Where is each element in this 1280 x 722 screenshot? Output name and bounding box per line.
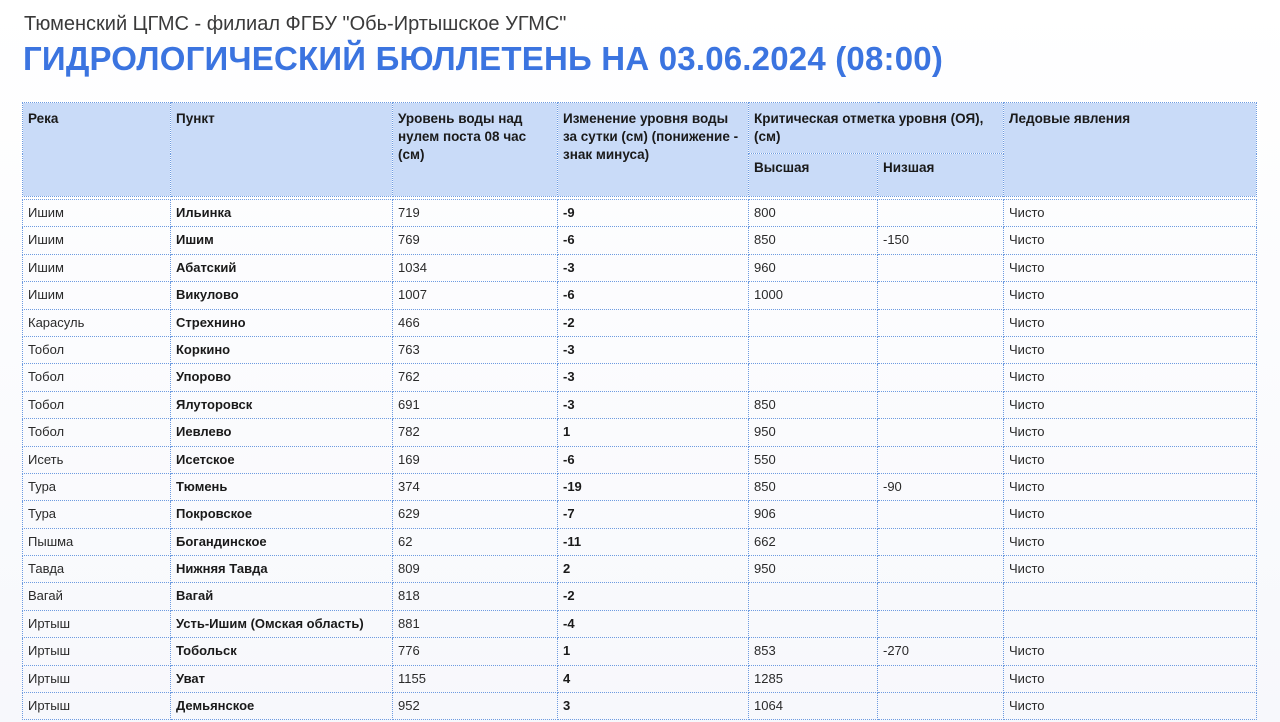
critical-high-cell <box>749 583 878 610</box>
level-cell: 769 <box>393 227 558 254</box>
ice-cell: Чисто <box>1004 309 1257 336</box>
station-cell: Ильинка <box>171 200 393 227</box>
critical-high-cell: 1000 <box>749 282 878 309</box>
river-cell: Ишим <box>23 254 171 281</box>
hydrology-table <box>22 102 1257 720</box>
critical-low-cell <box>878 610 1004 637</box>
river-cell: Ишим <box>23 227 171 254</box>
level-cell: 762 <box>393 364 558 391</box>
change-cell: -2 <box>558 309 749 336</box>
critical-low-cell <box>878 665 1004 692</box>
ice-cell: Чисто <box>1004 446 1257 473</box>
level-cell: 763 <box>393 336 558 363</box>
ice-cell: Чисто <box>1004 336 1257 363</box>
critical-low-cell <box>878 583 1004 610</box>
change-cell: 3 <box>558 693 749 720</box>
change-cell: -3 <box>558 364 749 391</box>
col-header-critical-low: Низшая <box>878 154 1004 197</box>
river-cell: Тура <box>23 501 171 528</box>
level-cell: 719 <box>393 200 558 227</box>
critical-low-cell <box>878 446 1004 473</box>
critical-low-cell <box>878 200 1004 227</box>
table-row <box>23 556 1257 583</box>
table-row <box>23 336 1257 363</box>
col-header-change: Изменение уровня воды за сутки (см) (понижение - знак минуса) <box>558 103 749 197</box>
ice-cell: Чисто <box>1004 391 1257 418</box>
change-cell: 2 <box>558 556 749 583</box>
ice-cell: Чисто <box>1004 638 1257 665</box>
change-cell: 1 <box>558 419 749 446</box>
table-row <box>23 446 1257 473</box>
critical-high-cell: 960 <box>749 254 878 281</box>
change-cell: -6 <box>558 282 749 309</box>
station-cell: Викулово <box>171 282 393 309</box>
river-cell: Тобол <box>23 336 171 363</box>
change-cell: -9 <box>558 200 749 227</box>
level-cell: 818 <box>393 583 558 610</box>
table-row <box>23 610 1257 637</box>
critical-low-cell <box>878 254 1004 281</box>
station-cell: Исетское <box>171 446 393 473</box>
river-cell: Тобол <box>23 391 171 418</box>
station-cell: Стрехнино <box>171 309 393 336</box>
table-row <box>23 364 1257 391</box>
station-cell: Абатский <box>171 254 393 281</box>
critical-low-cell <box>878 693 1004 720</box>
level-cell: 1155 <box>393 665 558 692</box>
ice-cell: Чисто <box>1004 665 1257 692</box>
critical-low-cell <box>878 309 1004 336</box>
critical-high-cell: 662 <box>749 528 878 555</box>
critical-low-cell <box>878 391 1004 418</box>
station-cell: Иевлево <box>171 419 393 446</box>
table-row <box>23 693 1257 720</box>
river-cell: Иртыш <box>23 610 171 637</box>
change-cell: -3 <box>558 336 749 363</box>
table-row <box>23 528 1257 555</box>
level-cell: 169 <box>393 446 558 473</box>
station-cell: Ишим <box>171 227 393 254</box>
critical-low-cell: -90 <box>878 473 1004 500</box>
table-row <box>23 309 1257 336</box>
change-cell: -6 <box>558 446 749 473</box>
critical-high-cell: 850 <box>749 473 878 500</box>
table-body <box>23 197 1257 720</box>
level-cell: 62 <box>393 528 558 555</box>
ice-cell: Чисто <box>1004 200 1257 227</box>
river-cell: Иртыш <box>23 665 171 692</box>
change-cell: -2 <box>558 583 749 610</box>
river-cell: Тура <box>23 473 171 500</box>
change-cell: -6 <box>558 227 749 254</box>
river-cell: Тобол <box>23 419 171 446</box>
level-cell: 1034 <box>393 254 558 281</box>
river-cell: Пышма <box>23 528 171 555</box>
level-cell: 952 <box>393 693 558 720</box>
critical-high-cell: 550 <box>749 446 878 473</box>
ice-cell: Чисто <box>1004 364 1257 391</box>
change-cell: -11 <box>558 528 749 555</box>
change-cell: -4 <box>558 610 749 637</box>
critical-low-cell <box>878 528 1004 555</box>
table-row <box>23 583 1257 610</box>
ice-cell: Чисто <box>1004 556 1257 583</box>
level-cell: 809 <box>393 556 558 583</box>
change-cell: 4 <box>558 665 749 692</box>
critical-high-cell: 906 <box>749 501 878 528</box>
table-row <box>23 282 1257 309</box>
station-cell: Покровское <box>171 501 393 528</box>
table-row <box>23 473 1257 500</box>
bulletin-title: ГИДРОЛОГИЧЕСКИЙ БЮЛЛЕТЕНЬ НА 03.06.2024 (08:00) <box>23 40 944 77</box>
table-row <box>23 501 1257 528</box>
critical-low-cell <box>878 364 1004 391</box>
river-cell: Тобол <box>23 364 171 391</box>
level-cell: 691 <box>393 391 558 418</box>
station-cell: Тобольск <box>171 638 393 665</box>
bulletin-subtitle: Тюменский ЦГМС - филиал ФГБУ "Обь-Иртышское УГМС" <box>24 13 567 35</box>
critical-high-cell: 950 <box>749 556 878 583</box>
change-cell: -3 <box>558 391 749 418</box>
col-header-river: Река <box>23 103 171 197</box>
level-cell: 374 <box>393 473 558 500</box>
critical-low-cell: -150 <box>878 227 1004 254</box>
table-row <box>23 254 1257 281</box>
critical-low-cell <box>878 336 1004 363</box>
ice-cell: Чисто <box>1004 473 1257 500</box>
river-cell: Карасуль <box>23 309 171 336</box>
change-cell: -3 <box>558 254 749 281</box>
critical-high-cell: 1285 <box>749 665 878 692</box>
col-header-critical-high: Высшая <box>749 154 878 197</box>
river-cell: Иртыш <box>23 638 171 665</box>
critical-high-cell <box>749 610 878 637</box>
critical-high-cell <box>749 336 878 363</box>
river-cell: Вагай <box>23 583 171 610</box>
ice-cell: Чисто <box>1004 254 1257 281</box>
station-cell: Тюмень <box>171 473 393 500</box>
station-cell: Упорово <box>171 364 393 391</box>
col-header-critical: Критическая отметка уровня (ОЯ), (см) <box>749 103 1004 154</box>
col-header-station: Пункт <box>171 103 393 197</box>
ice-cell: Чисто <box>1004 227 1257 254</box>
critical-low-cell: -270 <box>878 638 1004 665</box>
ice-cell <box>1004 610 1257 637</box>
river-cell: Ишим <box>23 200 171 227</box>
col-header-level: Уровень воды над нулем поста 08 час (см) <box>393 103 558 197</box>
station-cell: Коркино <box>171 336 393 363</box>
station-cell: Вагай <box>171 583 393 610</box>
critical-high-cell: 853 <box>749 638 878 665</box>
station-cell: Нижняя Тавда <box>171 556 393 583</box>
table-row <box>23 638 1257 665</box>
level-cell: 776 <box>393 638 558 665</box>
station-cell: Уват <box>171 665 393 692</box>
critical-high-cell: 850 <box>749 391 878 418</box>
table-row <box>23 419 1257 446</box>
table-row <box>23 665 1257 692</box>
level-cell: 466 <box>393 309 558 336</box>
critical-high-cell: 800 <box>749 200 878 227</box>
station-cell: Усть-Ишим (Омская область) <box>171 610 393 637</box>
change-cell: -7 <box>558 501 749 528</box>
table-row <box>23 391 1257 418</box>
table-row <box>23 227 1257 254</box>
river-cell: Исеть <box>23 446 171 473</box>
river-cell: Ишим <box>23 282 171 309</box>
ice-cell: Чисто <box>1004 501 1257 528</box>
col-header-ice: Ледовые явления <box>1004 103 1257 197</box>
critical-low-cell <box>878 501 1004 528</box>
critical-high-cell: 950 <box>749 419 878 446</box>
river-cell: Тавда <box>23 556 171 583</box>
critical-high-cell <box>749 309 878 336</box>
station-cell: Ялуторовск <box>171 391 393 418</box>
critical-low-cell <box>878 282 1004 309</box>
level-cell: 629 <box>393 501 558 528</box>
critical-high-cell: 1064 <box>749 693 878 720</box>
ice-cell: Чисто <box>1004 419 1257 446</box>
ice-cell: Чисто <box>1004 282 1257 309</box>
ice-cell: Чисто <box>1004 528 1257 555</box>
level-cell: 782 <box>393 419 558 446</box>
change-cell: -19 <box>558 473 749 500</box>
level-cell: 1007 <box>393 282 558 309</box>
level-cell: 881 <box>393 610 558 637</box>
critical-low-cell <box>878 556 1004 583</box>
table-header <box>23 103 1257 197</box>
table-row <box>23 200 1257 227</box>
station-cell: Богандинское <box>171 528 393 555</box>
critical-high-cell: 850 <box>749 227 878 254</box>
river-cell: Иртыш <box>23 693 171 720</box>
ice-cell: Чисто <box>1004 693 1257 720</box>
change-cell: 1 <box>558 638 749 665</box>
critical-high-cell <box>749 364 878 391</box>
ice-cell <box>1004 583 1257 610</box>
critical-low-cell <box>878 419 1004 446</box>
station-cell: Демьянское <box>171 693 393 720</box>
